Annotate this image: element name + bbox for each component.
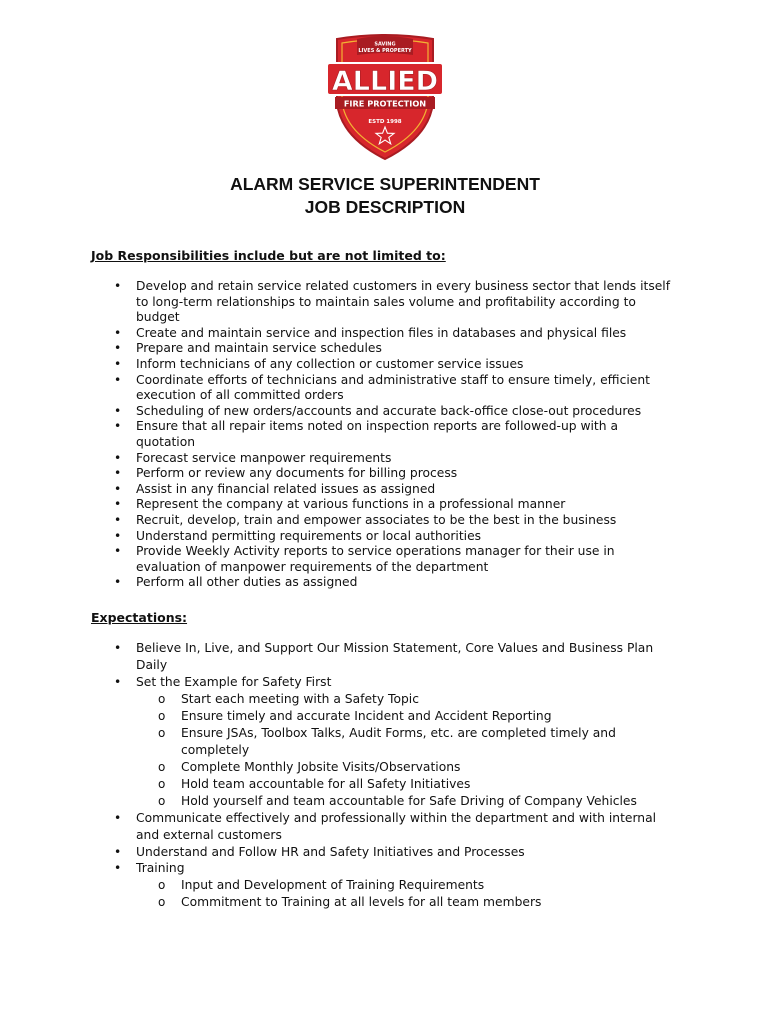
- list-item: • Perform all other duties as assigned: [0, 575, 676, 591]
- list-item: • Perform or review any documents for billing process: [0, 466, 676, 482]
- sub-list-item: o Commitment to Training at all levels for all team members: [136, 894, 671, 911]
- sub-list-item: o Hold team accountable for all Safety Initiatives: [136, 776, 671, 793]
- list-item: [0, 674, 676, 810]
- document-subtitle: JOB DESCRIPTION: [304, 197, 466, 217]
- responsibilities-heading: Job Responsibilities include but are not limited to:: [91, 248, 446, 263]
- list-item: [0, 860, 676, 911]
- sub-list-item: o Start each meeting with a Safety Topic: [136, 691, 671, 708]
- list-item: • Create and maintain service and inspection files in databases and physical files: [0, 326, 676, 342]
- training-sublist: [136, 877, 676, 911]
- list-item: • Assist in any financial related issues as assigned: [0, 482, 676, 498]
- list-item-text: Set the Example for Safety First: [136, 674, 332, 689]
- list-item-text: Training: [136, 861, 185, 876]
- sub-list-item: o Hold yourself and team accountable for Safe Driving of Company Vehicles: [136, 793, 671, 810]
- list-item: • Prepare and maintain service schedules: [0, 341, 676, 357]
- document-title: ALARM SERVICE SUPERINTENDENT: [230, 174, 540, 194]
- responsibilities-list: [0, 279, 770, 591]
- list-item: • Represent the company at various functions in a professional manner: [0, 497, 676, 513]
- list-item-text: Understand and Follow HR and Safety Initiatives and Processes: [136, 844, 525, 859]
- list-item: • Develop and retain service related customers in every business sector that lends itself to long-term relationships to maintain sales volume and profitability according to budget: [0, 279, 676, 326]
- list-item: [0, 640, 676, 674]
- list-item: • Provide Weekly Activity reports to service operations manager for their use in evaluation of manpower requirements of the department: [0, 544, 676, 575]
- list-item: [0, 810, 676, 844]
- list-item: • Forecast service manpower requirements: [0, 451, 676, 467]
- list-item-text: Believe In, Live, and Support Our Mission Statement, Core Values and Business Plan Daily: [136, 641, 654, 672]
- expectations-list: [0, 640, 770, 911]
- sub-list-item: o Input and Development of Training Requirements: [136, 877, 671, 894]
- allied-fire-protection-logo: [323, 33, 447, 161]
- list-item: • Inform technicians of any collection or customer service issues: [0, 357, 676, 373]
- list-item: • Ensure that all repair items noted on inspection reports are followed-up with a quotation: [0, 419, 676, 450]
- logo-top-text-1: SAVING: [374, 41, 396, 48]
- list-item: [0, 844, 676, 861]
- list-item: • Understand permitting requirements or local authorities: [0, 529, 676, 545]
- logo-top-text-2: LIVES & PROPERTY: [358, 48, 412, 54]
- sub-list-item: o Ensure timely and accurate Incident and Accident Reporting: [136, 708, 671, 725]
- list-item: • Recruit, develop, train and empower associates to be the best in the business: [0, 513, 676, 529]
- list-item-text: Communicate effectively and professionally within the department and with internal and external customers: [136, 810, 657, 842]
- expectations-heading: Expectations:: [91, 610, 188, 625]
- safety-sublist: [136, 691, 676, 810]
- logo-established: ESTD 1998: [368, 119, 402, 125]
- logo-brand: ALLIED: [331, 66, 439, 97]
- list-item: • Scheduling of new orders/accounts and accurate back-office close-out procedures: [0, 404, 676, 420]
- list-item: • Coordinate efforts of technicians and administrative staff to ensure timely, efficient execution of all committed orders: [0, 373, 676, 404]
- sub-list-item: o Ensure JSAs, Toolbox Talks, Audit Forms, etc. are completed timely and completely: [136, 725, 671, 759]
- sub-list-item: o Complete Monthly Jobsite Visits/Observations: [136, 759, 671, 776]
- logo-subtitle: FIRE PROTECTION: [343, 98, 427, 109]
